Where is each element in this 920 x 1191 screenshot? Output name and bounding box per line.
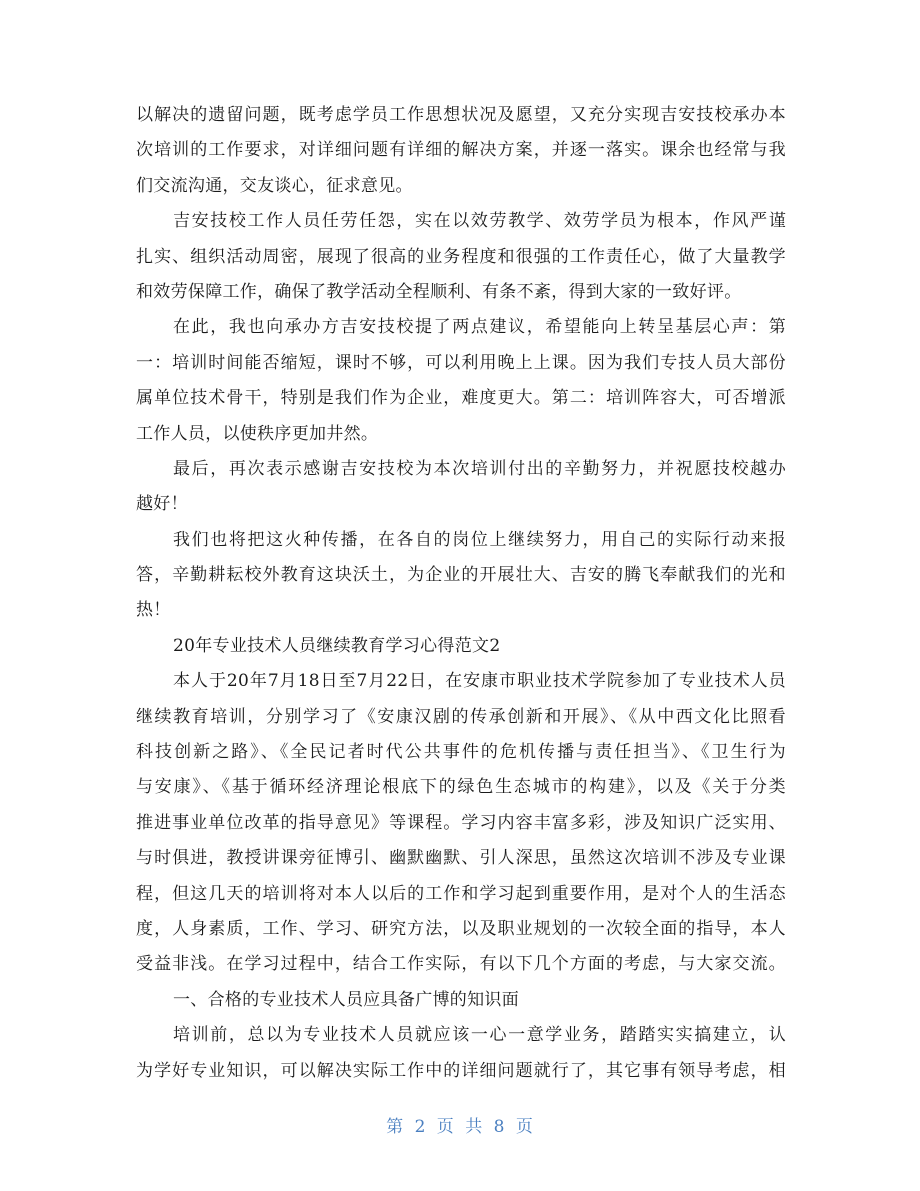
text-line: 受益非浅。在学习过程中，结合工作实际，有以下几个方面的考虑，与大家交流。 [136,954,786,975]
text-line: 度，人身素质，工作、学习、研究方法，以及职业规划的一次较全面的指导，本人 [136,918,786,939]
section-heading: 一、合格的专业技术人员应具备广博的知识面 [173,989,519,1010]
text-line: 越好！ [136,494,188,515]
text-line: 以解决的遗留问题，既考虑学员工作思想状况及愿望，又充分实现吉安技校承办本 [136,105,786,125]
text-line: 培训前，总以为专业技术人员就应该一心一意学业务，踏踏实实搞建立，认 [173,1025,786,1046]
document-body [136,98,786,1089]
text-line: 为学好专业知识，可以解决实际工作中的详细问题就行了，其它事有领导考虑，相 [136,1060,786,1081]
text-line: 吉安技校工作人员任劳任怨，实在以效劳教学、效劳学员为根本，作风严谨 [173,211,786,232]
text-line: 一：培训时间能否缩短，课时不够，可以利用晚上上课。因为我们专技人员大部份 [136,352,786,373]
text-line: 属单位技术骨干，特别是我们作为企业，难度更大。第二：培训阵容大，可否增派 [136,388,786,409]
text-line: 程，但这几天的培训将对本人以后的工作和学习起到重要作用，是对个人的生活态 [136,883,786,904]
text-line: 在此，我也向承办方吉安技校提了两点建议，希望能向上转呈基层心声：第 [173,317,786,338]
text-line: 我们也将把这火种传播，在各自的岗位上继续努力，用自己的实际行动来报 [173,529,786,550]
text-line: 扎实、组织活动周密，展现了很高的业务程度和很强的工作责任心，做了大量教学 [136,246,786,267]
text-line: 和效劳保障工作，确保了教学活动全程顺利、有条不紊，得到大家的一致好评。 [136,281,742,302]
text-line: 与时俱进，教授讲课旁征博引、幽默幽默、引人深思，虽然这次培训不涉及专业课 [136,848,786,869]
text-line: 本人于20年7月18日至7月22日，在安康市职业技术学院参加了专业技术人员 [173,671,786,692]
section-heading: 20年专业技术人员继续教育学习心得范文2 [173,635,501,656]
text-line: 科技创新之路》、《全民记者时代公共事件的危机传播与责任担当》、《卫生行为 [136,742,786,763]
text-line: 继续教育培训，分别学习了《安康汉剧的传承创新和开展》、《从中西文化比照看 [136,706,786,727]
text-line: 热！ [136,600,171,621]
text-line: 答，辛勤耕耘校外教育这块沃土，为企业的开展壮大、吉安的腾飞奉献我们的光和 [136,565,786,586]
text-line: 次培训的工作要求，对详细问题有详细的解决方案，并逐一落实。课余也经常与我 [136,140,786,161]
text-line: 工作人员，以使秩序更加井然。 [136,423,379,444]
text-line: 推进事业单位改革的指导意见》等课程。学习内容丰富多彩，涉及知识广泛实用、 [136,812,786,833]
page-number-footer: 第 2 页 共 8 页 [386,1117,534,1137]
text-line: 与安康》、《基于循环经济理论根底下的绿色生态城市的构建》，以及《关于分类 [136,777,786,798]
text-line: 最后，再次表示感谢吉安技校为本次培训付出的辛勤努力，并祝愿技校越办 [173,458,786,479]
text-line: 们交流沟通，交友谈心，征求意见。 [136,175,413,196]
